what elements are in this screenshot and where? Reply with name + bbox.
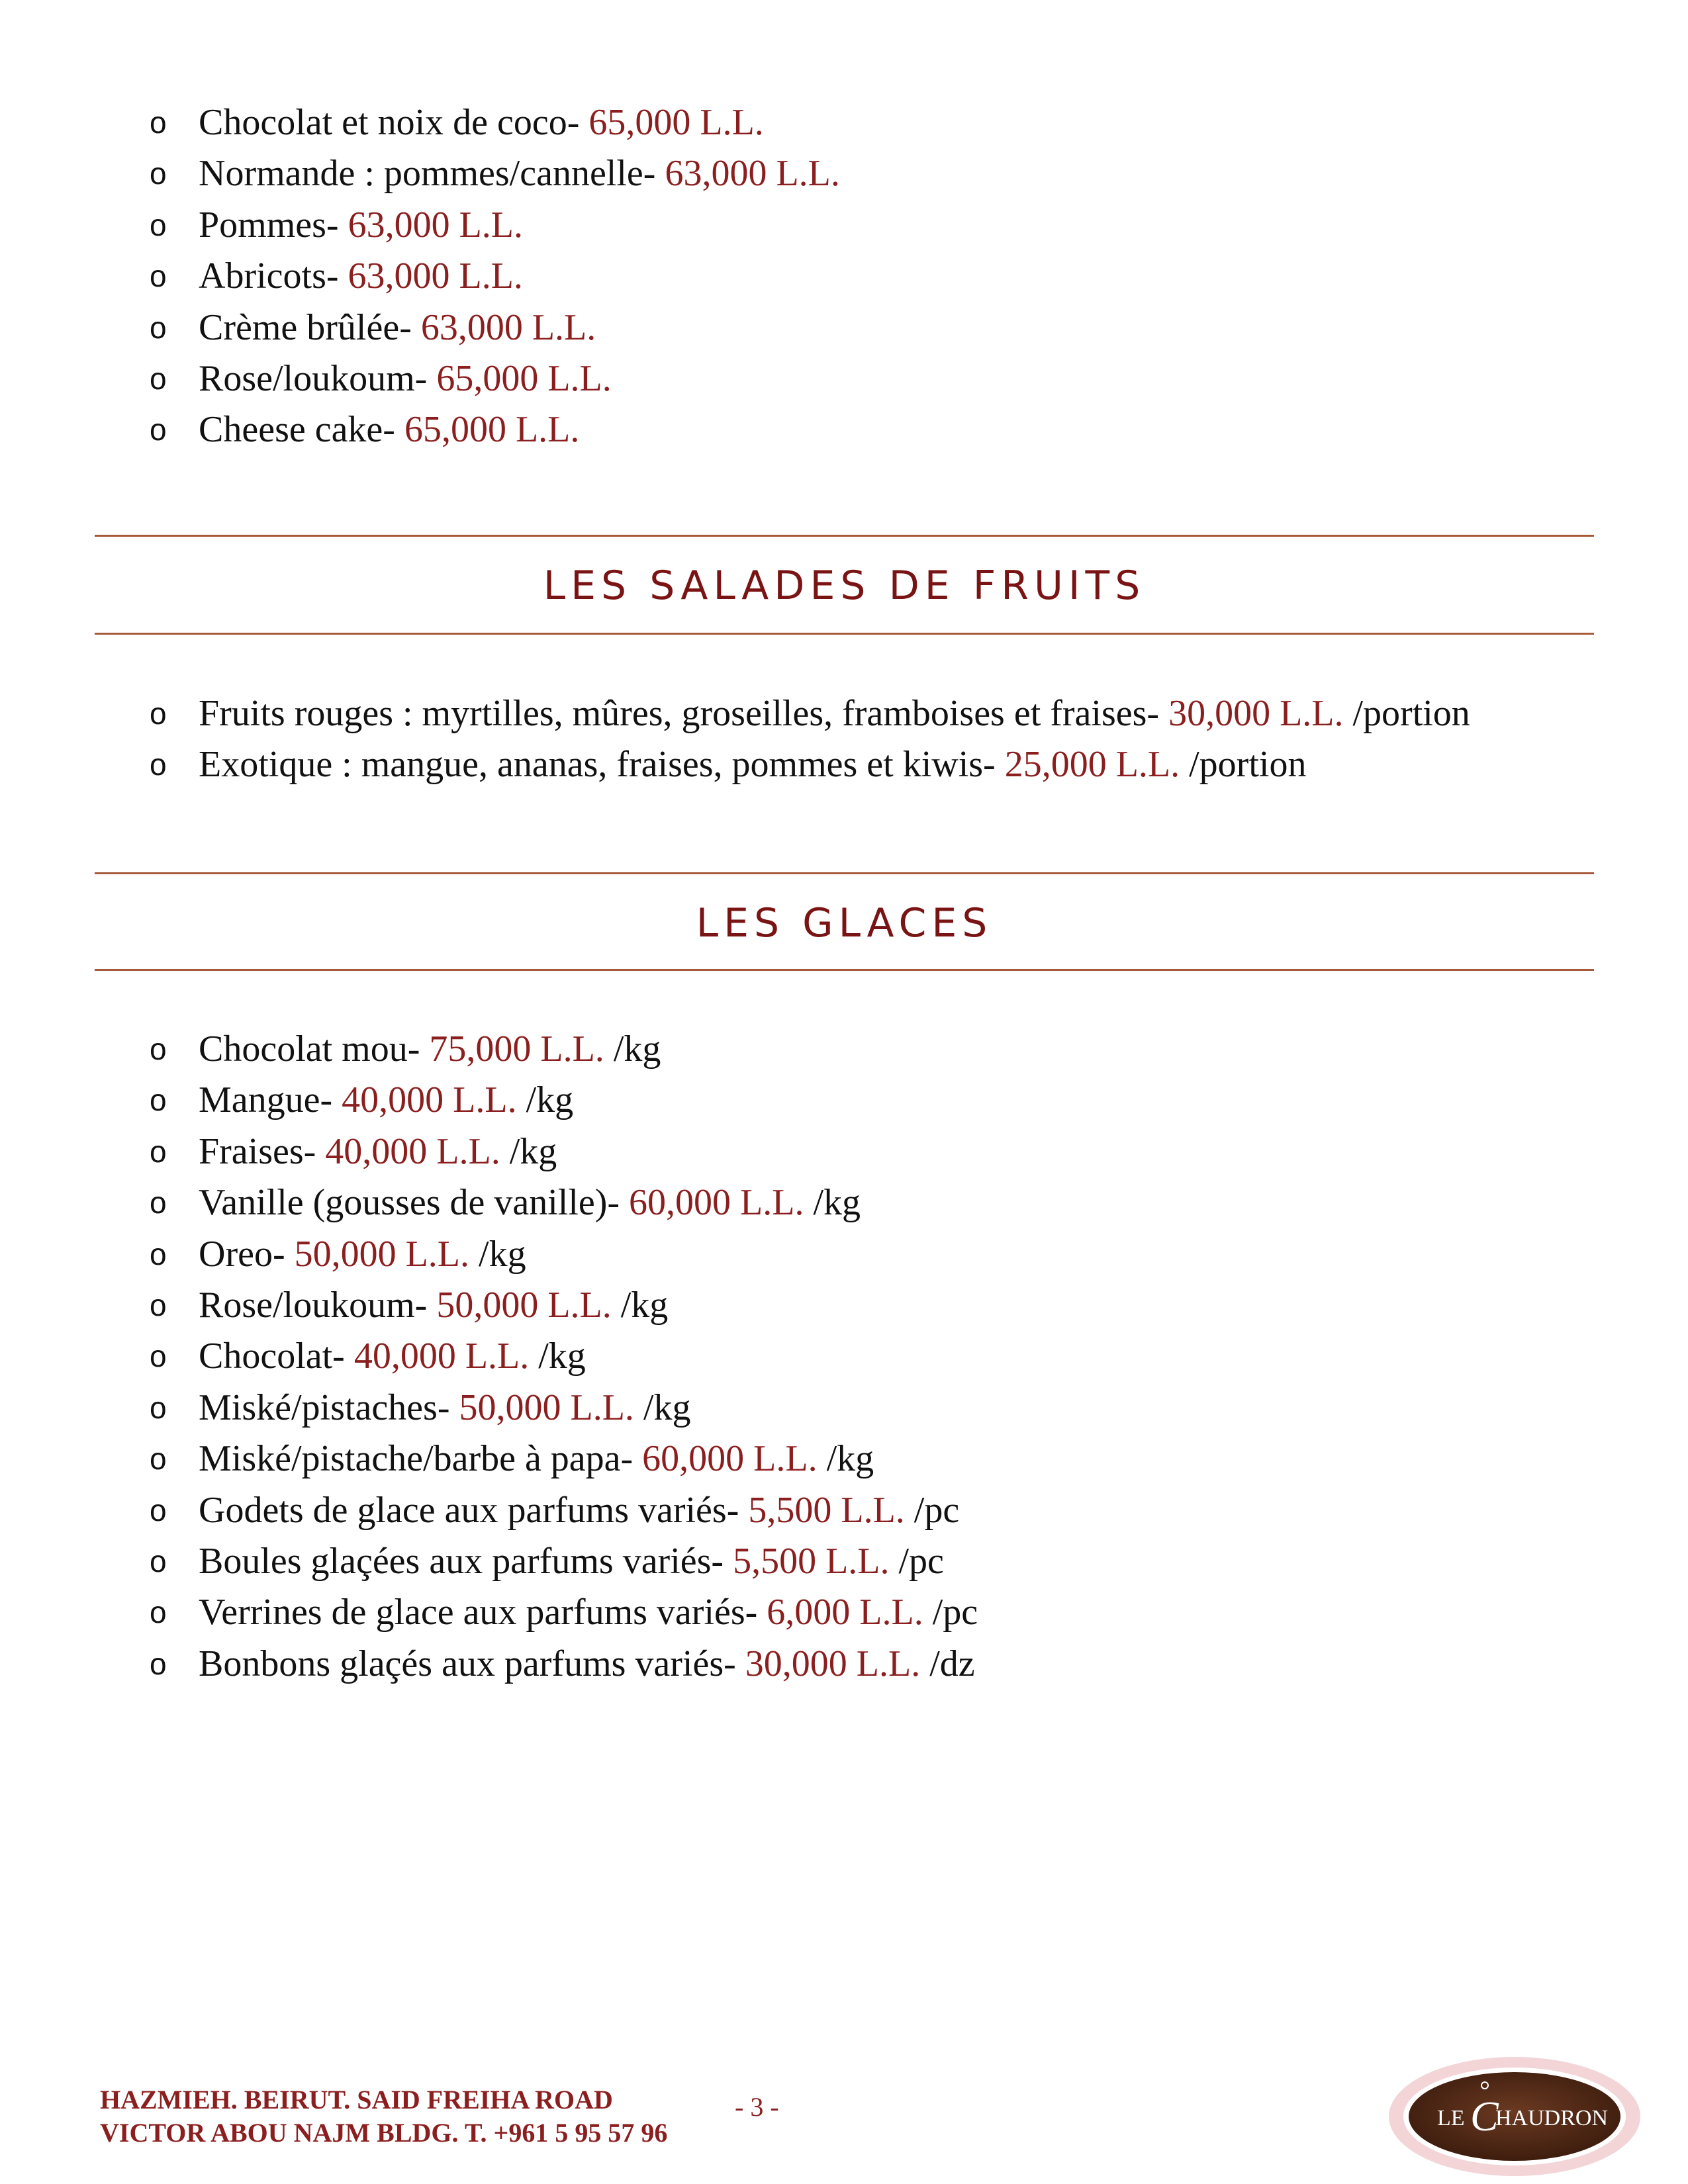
item-unit: /pc <box>923 1592 978 1633</box>
menu-item-text <box>199 1284 668 1326</box>
bullet-icon: o <box>150 105 167 140</box>
item-name: Fraises- <box>199 1130 326 1172</box>
bullet-icon: o <box>150 310 167 345</box>
item-price: 75,000 L.L. <box>429 1028 604 1069</box>
item-price: 50,000 L.L. <box>459 1387 634 1428</box>
item-name: Vanille (gousses de vanille)- <box>199 1182 630 1224</box>
section-rule-bottom <box>95 969 1594 971</box>
menu-item-text <box>199 255 523 297</box>
menu-item-text <box>199 1540 944 1582</box>
bullet-icon: o <box>150 1492 167 1527</box>
item-price: 63,000 L.L. <box>348 204 523 246</box>
menu-item-text <box>199 1028 661 1070</box>
item-unit: /kg <box>516 1079 574 1121</box>
item-unit: /pc <box>904 1489 960 1531</box>
menu-item-text <box>199 743 1306 786</box>
item-price: 50,000 L.L. <box>436 1285 612 1326</box>
footer-address <box>100 2083 667 2150</box>
section-rule-top <box>95 535 1594 537</box>
bullet-icon: o <box>150 1134 167 1169</box>
item-unit: /kg <box>604 1028 661 1069</box>
item-price: 65,000 L.L. <box>436 358 612 399</box>
item-name: Rose/loukoum- <box>199 358 437 399</box>
bullet-icon: o <box>150 1441 167 1477</box>
item-price: 5,500 L.L. <box>748 1489 905 1531</box>
item-unit: /kg <box>469 1233 526 1275</box>
item-unit: /kg <box>633 1387 691 1428</box>
item-price: 40,000 L.L. <box>325 1130 500 1172</box>
page-number: - 3 - <box>735 2092 779 2122</box>
item-name: Mangue- <box>199 1079 342 1121</box>
menu-item-text <box>199 101 764 144</box>
section-rule-top <box>95 872 1594 874</box>
bullet-icon: o <box>150 1339 167 1374</box>
item-name: Abricots- <box>199 255 348 297</box>
bullet-icon: o <box>150 1083 167 1118</box>
bullet-icon: o <box>150 1646 167 1681</box>
bullet-icon: o <box>150 696 167 731</box>
bullet-icon: o <box>150 1032 167 1066</box>
item-unit: /portion <box>1343 693 1470 734</box>
bullet-icon: o <box>150 156 167 191</box>
item-unit: /dz <box>920 1643 975 1684</box>
address-line-1: HAZMIEH. BEIRUT. SAID FREIHA ROAD <box>100 2085 613 2115</box>
le-chaudron-logo <box>1385 2054 1644 2179</box>
address-line-2: VICTOR ABOU NAJM BLDG. T. +961 5 95 57 96 <box>100 2118 668 2148</box>
menu-item-text <box>199 1437 874 1480</box>
item-name: Chocolat mou- <box>199 1028 430 1069</box>
item-name: Chocolat- <box>199 1336 354 1377</box>
menu-item-text <box>199 357 612 400</box>
item-unit: /kg <box>500 1130 557 1172</box>
bullet-icon: o <box>150 207 167 242</box>
item-name: Miské/pistache/barbe à papa- <box>199 1438 643 1480</box>
bullet-icon: o <box>150 361 167 396</box>
menu-item-text <box>199 306 596 349</box>
menu-item-text <box>199 204 523 246</box>
menu-item-text <box>199 692 1470 735</box>
item-name: Normande : pommes/cannelle- <box>199 153 665 195</box>
item-name: Chocolat et noix de coco- <box>199 102 589 143</box>
item-unit: /portion <box>1180 744 1307 786</box>
menu-item-text <box>199 1335 586 1377</box>
menu-item-text <box>199 152 840 195</box>
menu-item-text <box>199 1233 526 1275</box>
bullet-icon: o <box>150 1236 167 1271</box>
menu-item-text <box>199 1387 690 1429</box>
menu-item-text <box>199 1591 978 1633</box>
menu-item-text <box>199 1079 573 1121</box>
item-unit: /kg <box>817 1438 874 1480</box>
item-price: 5,500 L.L. <box>733 1541 890 1582</box>
menu-item-text <box>199 1181 861 1224</box>
item-name: Cheese cake- <box>199 409 404 451</box>
item-price: 63,000 L.L. <box>348 255 523 297</box>
item-price: 63,000 L.L. <box>665 153 840 195</box>
section-rule-bottom <box>95 633 1594 635</box>
section-heading-glaces: LES GLACES <box>696 900 993 946</box>
item-price: 63,000 L.L. <box>420 306 596 348</box>
item-price: 65,000 L.L. <box>588 102 764 143</box>
item-unit: /pc <box>889 1541 944 1582</box>
bullet-icon: o <box>150 259 167 294</box>
item-price: 40,000 L.L. <box>342 1079 517 1121</box>
item-unit: /kg <box>611 1285 669 1326</box>
item-name: Exotique : mangue, ananas, fraises, pommes et kiwis- <box>199 744 1005 786</box>
item-name: Pommes- <box>199 204 348 246</box>
bullet-icon: o <box>150 412 167 447</box>
bullet-icon: o <box>150 1288 167 1322</box>
bullet-icon: o <box>150 1390 167 1425</box>
menu-item-text <box>199 1130 557 1173</box>
item-price: 40,000 L.L. <box>353 1336 530 1377</box>
item-price: 25,000 L.L. <box>1004 744 1180 786</box>
item-name: Verrines de glace aux parfums variés- <box>199 1592 767 1633</box>
item-price: 60,000 L.L. <box>629 1182 804 1224</box>
item-price: 50,000 L.L. <box>294 1233 470 1275</box>
item-name: Bonbons glaçés aux parfums variés- <box>199 1643 745 1684</box>
item-price: 60,000 L.L. <box>642 1438 818 1480</box>
item-name: Rose/loukoum- <box>199 1285 437 1326</box>
item-name: Miské/pistaches- <box>199 1387 459 1428</box>
item-price: 30,000 L.L. <box>1168 693 1344 734</box>
item-unit: /kg <box>804 1182 861 1224</box>
item-name: Fruits rouges : myrtilles, mûres, groseilles, framboises et fraises- <box>199 693 1169 734</box>
bullet-icon: o <box>150 747 167 782</box>
logo-text-name: HAUDRON <box>1495 2106 1608 2130</box>
bullet-icon: o <box>150 1544 167 1578</box>
menu-item-text <box>199 1489 959 1531</box>
bullet-icon: o <box>150 1595 167 1630</box>
item-name: Godets de glace aux parfums variés- <box>199 1489 749 1531</box>
menu-item-text <box>199 1643 975 1685</box>
item-name: Crème brûlée- <box>199 306 421 348</box>
item-name: Boules glaçées aux parfums variés- <box>199 1541 733 1582</box>
logo-letter-c: C <box>1470 2093 1499 2140</box>
menu-item-text <box>199 408 579 451</box>
bullet-icon: o <box>150 1185 167 1220</box>
item-unit: /kg <box>529 1336 586 1377</box>
section-heading-salades: LES SALADES DE FRUITS <box>543 563 1146 609</box>
item-price: 6,000 L.L. <box>767 1592 923 1633</box>
item-price: 30,000 L.L. <box>745 1643 921 1684</box>
logo-text-le: LE <box>1437 2106 1465 2130</box>
item-price: 65,000 L.L. <box>404 409 580 451</box>
item-name: Oreo- <box>199 1233 295 1275</box>
